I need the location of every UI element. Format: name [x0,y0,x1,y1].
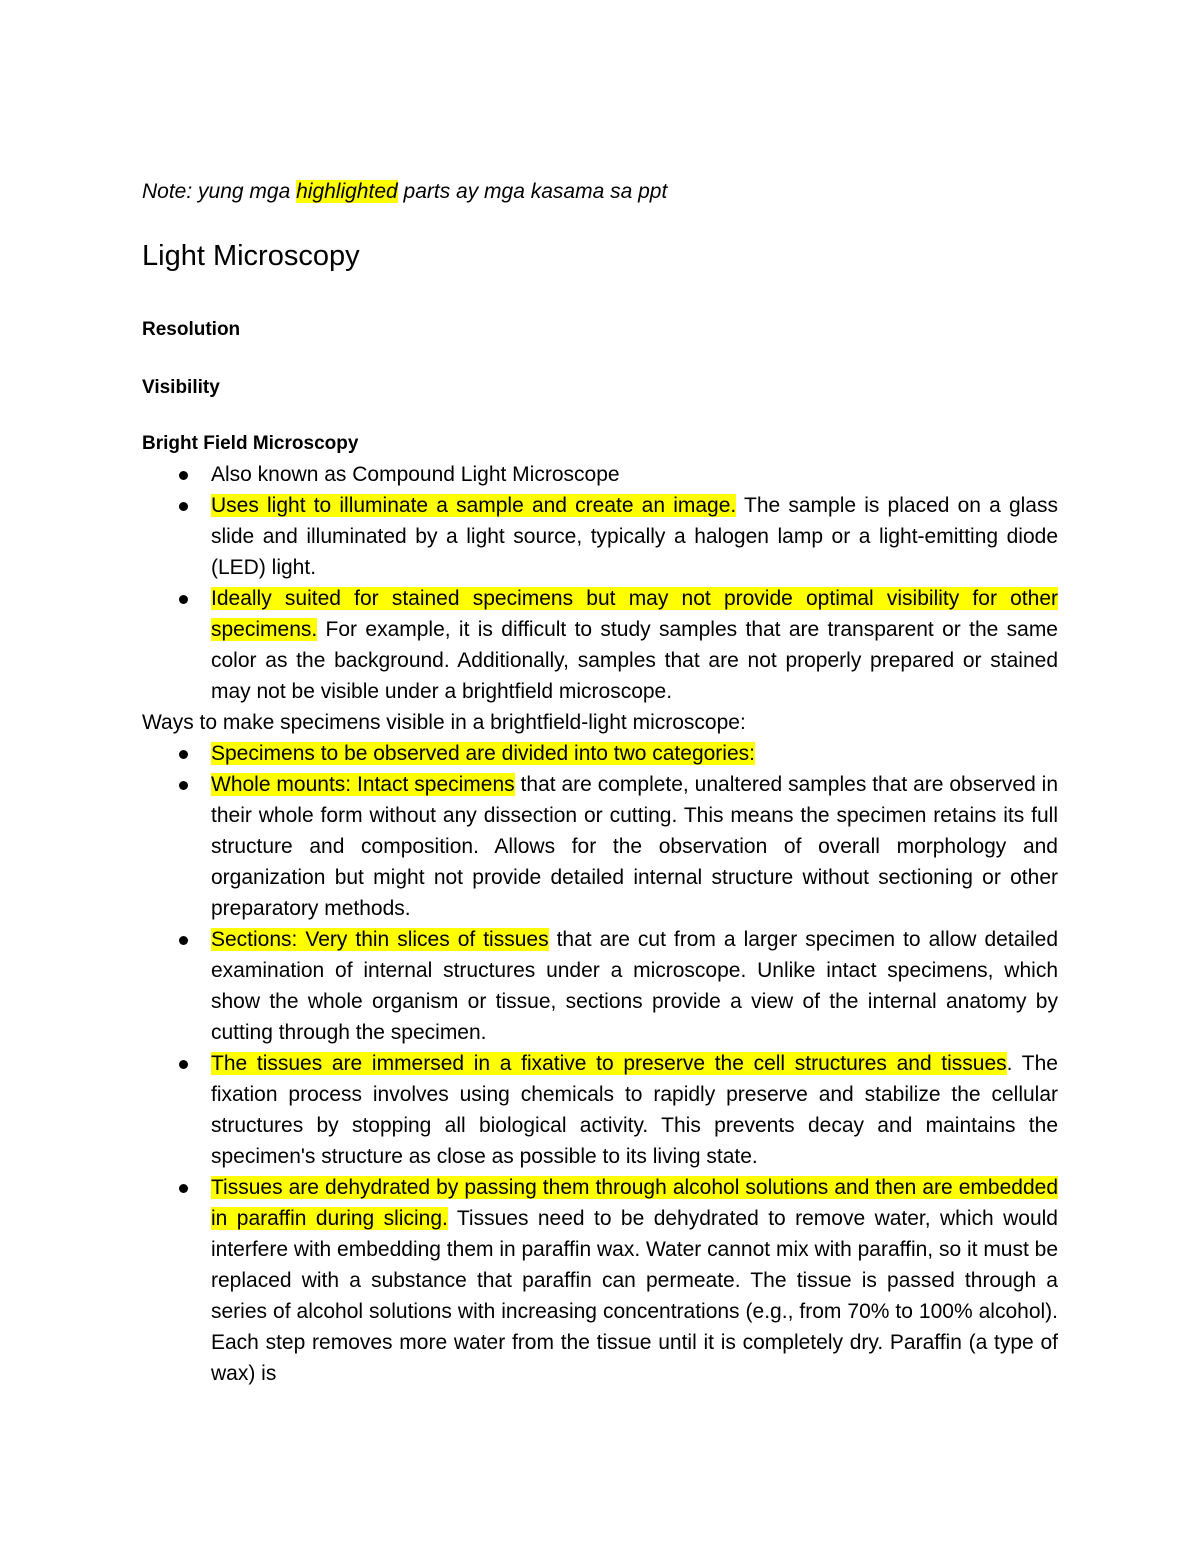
item-text: that are cut from a larger specimen to allow detailed examination of internal structures under a microscope. Unlike intact specimens, which show the whole organism or tissue, sections provide a view of the internal anatomy by cutting through the specimen. [211,928,1059,1044]
note-highlight: highlighted [296,180,398,203]
item-text: The sample is placed on a glass slide and illuminated by a light source, typically a halogen lamp or a light-emitting diode (LED) light. [211,494,1058,579]
ways-list [142,738,1058,1389]
item-highlight: Tissues are dehydrated by passing them through alcohol solutions and then are embedded in paraffin during slicing. [211,1176,1058,1230]
item-highlight: Whole mounts: Intact specimens [211,773,515,796]
item-highlight: Ideally suited for stained specimens but may not provide optimal visibility for other specimens. [211,587,1058,641]
list-item [142,459,1058,490]
list-item [142,738,1058,769]
list-item [142,583,1058,707]
list-item [142,490,1058,583]
bright-field-list [142,459,1058,707]
list-item [142,1048,1058,1172]
item-highlight: Uses light to illuminate a sample and create an image. [211,494,737,517]
heading-bright-field: Bright Field Microscopy [142,433,359,454]
ways-intro: Ways to make specimens visible in a brightfield-light microscope: [142,711,746,734]
heading-resolution: Resolution [142,319,241,340]
document-title: Light Microscopy [142,240,360,272]
list-item [142,1172,1058,1389]
note-line [142,176,1058,207]
document-page [142,176,1058,1389]
item-text: Tissues need to be dehydrated to remove water, which would interfere with embedding them in paraffin wax. Water cannot mix with paraffin, so it must be replaced with a substance that paraffin can permeate. The tissue is passed through a series of alcohol solutions with increasing concentrations (e.g., from 70% to 100% alcohol). Each step removes more water from the tissue until it is completely dry. Paraffin (a type of wax) is [211,1207,1059,1385]
item-text: that are complete, unaltered samples that are observed in their whole form without any dissection or cutting. This means the specimen retains its full structure and composition. Allows for the observation of overall morphology and organization but might not provide detailed internal structure without sectioning or other preparatory methods. [211,773,1059,920]
note-suffix: parts ay mga kasama sa ppt [397,180,668,203]
note-prefix: Note: yung mga [142,180,297,203]
list-item [142,924,1058,1048]
heading-visibility: Visibility [142,377,220,398]
item-highlight: The tissues are immersed in a fixative to preserve the cell structures and tissues [211,1052,1007,1075]
item-text: . The fixation process involves using chemicals to rapidly preserve and stabilize the cellular structures by stopping all biological activity. This prevents decay and maintains the specimen's structure as close as possible to its living state. [211,1052,1058,1168]
list-item [142,769,1058,924]
item-highlight: Specimens to be observed are divided into two categories: [211,742,755,765]
item-text: For example, it is difficult to study samples that are transparent or the same color as the background. Additionally, samples that are not properly prepared or stained may not be visible under a brightfield microscope. [211,618,1058,703]
item-text: Also known as Compound Light Microscope [211,463,620,486]
item-highlight: Sections: Very thin slices of tissues [211,928,549,951]
